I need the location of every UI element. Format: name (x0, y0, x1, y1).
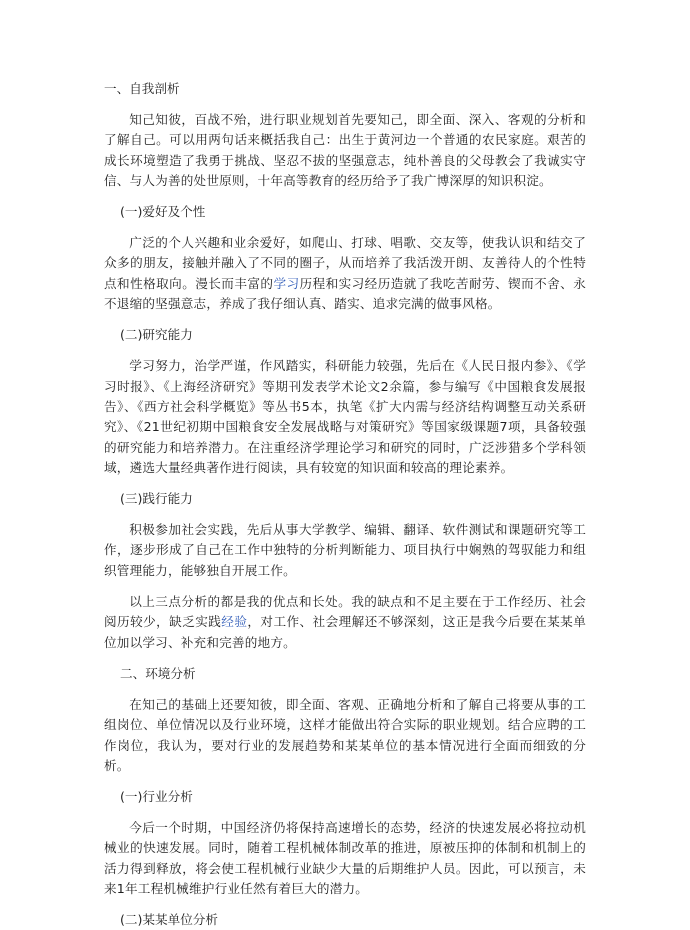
subsection-practice-heading: (三)践行能力 (120, 491, 193, 507)
experience-link[interactable]: 经验 (221, 614, 248, 630)
paragraph-summary-text-b: ，对工作、社会理解还不够深刻，这正是我今后要在某某单位加以学习、补充和完善的地方。 (104, 614, 586, 650)
paragraph-summary (104, 592, 586, 653)
paragraph-summary-text-a: 以上三点分析的都是我的优点和长处。我的缺点和不足主要在于工作经历、社会阅历较少，缺乏实践 (104, 594, 586, 630)
paragraph-research: 学习努力，治学严谨，作风踏实，科研能力较强，先后在《人民日报内参》、《学习时报》、《上海经济研究》等期刊发表学术论文2余篇，参与编写《中国粮食发展报告》、《西方社会科学概览》等丛书5本，执笔《扩大内需与经济结构调整互动关系研究》、《21世纪初期中国粮食安全发展战略与对策研究》等国家级课题7项，具备较强的研究能力和培养潜力。在注重经济学理论学习和研究的同时，广泛涉猎多个学科领域，遴选大量经典著作进行阅读，具有较宽的知识面和较高的理论素养。 (104, 358, 586, 475)
section-2-heading: 二、环境分析 (120, 665, 196, 681)
subsection-hobbies-heading: (一)爱好及个性 (120, 204, 206, 220)
paragraph-self-intro: 知己知彼，百战不殆，进行职业规划首先要知己，即全面、深入、客观的分析和了解自己。可以用两句话来概括我自己：出生于黄河边一个普通的农民家庭。艰苦的成长环境塑造了我勇于挑战、坚忍不拔的坚强意志，纯朴善良的父母教会了我诚实守信、与人为善的处世原则，十年高等教育的经历给予了我广博深厚的知识积淀。 (104, 112, 586, 188)
paragraph-hobbies (104, 233, 586, 314)
paragraph-environment: 在知己的基础上还要知彼，即全面、客观、正确地分析和了解自己将要从事的工组岗位、单位情况以及行业环境，这样才能做出符合实际的职业规划。结合应聘的工作岗位，我认为，要对行业的发展趋势和某某单位的基本情况进行全面而细致的分析。 (104, 696, 586, 773)
section-1-heading: 一、自我剖析 (104, 81, 180, 96)
subsection-organization-heading: (二)某某单位分析 (120, 912, 218, 928)
subsection-research-heading: (二)研究能力 (120, 327, 193, 343)
study-link[interactable]: 学习 (273, 275, 300, 291)
subsection-industry-heading: (一)行业分析 (120, 789, 193, 805)
paragraph-hobbies-text-a: 广泛的个人兴趣和业余爱好，如爬山、打球、唱歌、交友等，使我认识和结交了众多的朋友，接触并融入了不同的圈子，从而培养了我活泼开朗、友善待人的个性特点和性格取向。漫长而丰富的 (104, 235, 586, 291)
paragraph-industry: 今后一个时期，中国经济仍将保持高速增长的态势，经济的快速发展必将拉动机械业的快速发展。同时，随着工程机械体制改革的推进，原被压抑的体制和机制上的活力得到释放，将会使工程机械行业缺少大量的后期维护人员。因此，可以预言，未来1年工程机械维护行业任然有着巨大的潜力。 (104, 820, 586, 897)
paragraph-hobbies-text-b: 历程和实习经历造就了我吃苦耐劳、锲而不舍、永不退缩的坚强意志，养成了我仔细认真、踏实、追求完满的做事风格。 (104, 275, 587, 312)
paragraph-practice: 积极参加社会实践，先后从事大学教学、编辑、翻译、软件测试和课题研究等工作，逐步形成了自己在工作中独特的分析判断能力、项目执行中娴熟的驾驭能力和组织管理能力，能够独自开展工作。 (104, 522, 586, 578)
